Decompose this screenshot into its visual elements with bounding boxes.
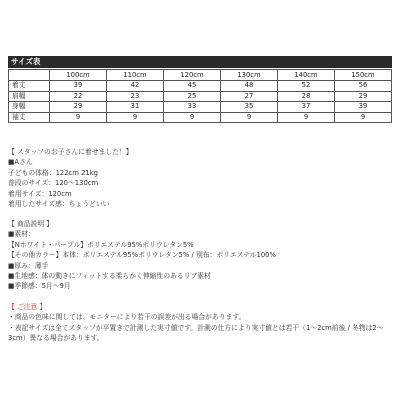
size-row-label: 肩幅 bbox=[9, 91, 50, 102]
size-cell: 9 bbox=[164, 112, 221, 123]
size-cell: 25 bbox=[164, 91, 221, 102]
staff-usual-size: 普段のサイズ：120〜130cm bbox=[8, 179, 99, 188]
notes-heading: 【 ご注意 】 bbox=[8, 303, 47, 311]
product-section bbox=[8, 219, 392, 292]
size-cell: 48 bbox=[221, 81, 278, 92]
size-table-corner-cell bbox=[9, 70, 50, 81]
size-column-header: 140cm bbox=[278, 70, 335, 81]
size-cell: 39 bbox=[335, 102, 392, 113]
size-cell: 9 bbox=[107, 112, 164, 123]
size-cell: 9 bbox=[221, 112, 278, 123]
product-fabric: ■生地感：体の動きにフィットする柔らかく伸縮性のあるリブ素材 bbox=[8, 272, 211, 281]
product-heading: 【 商品説明 】 bbox=[8, 220, 54, 228]
notes-line-2: ・表記サイズは全てスタッフが平置きで計測した実寸値です。計測の仕方により実寸値とは若干（1〜2cm前後 / 冬物は2〜3cm）異なる場合があります。 bbox=[8, 323, 384, 343]
size-column-header: 110cm bbox=[107, 70, 164, 81]
size-cell: 9 bbox=[50, 112, 107, 123]
size-cell: 29 bbox=[335, 91, 392, 102]
size-table-row bbox=[9, 81, 392, 92]
size-column-header: 100cm bbox=[50, 70, 107, 81]
product-material-1: 【Nホワイト・パープル】ポリエステル95%ポリウレタン5% bbox=[8, 240, 194, 249]
staff-heading: 【 スタッフのお子さんに着せました！】 bbox=[8, 148, 133, 156]
notes-line-1: ・商品の色味に関しては、モニターにより若干の誤差が出る場合があります。 bbox=[8, 313, 246, 322]
size-cell: 45 bbox=[164, 81, 221, 92]
size-cell: 52 bbox=[278, 81, 335, 92]
size-cell: 22 bbox=[50, 91, 107, 102]
size-table-row bbox=[9, 91, 392, 102]
size-cell: 33 bbox=[164, 102, 221, 113]
size-column-header: 130cm bbox=[221, 70, 278, 81]
size-row-label: 着丈 bbox=[9, 81, 50, 92]
size-cell: 56 bbox=[335, 81, 392, 92]
size-table-header-row bbox=[9, 70, 392, 81]
size-cell: 27 bbox=[221, 91, 278, 102]
size-table-title: サイズ表 bbox=[11, 57, 41, 66]
size-cell: 31 bbox=[107, 102, 164, 113]
size-table bbox=[8, 69, 392, 123]
product-season: ■季節感：5月〜9月 bbox=[8, 282, 71, 291]
size-cell: 9 bbox=[278, 112, 335, 123]
size-row-label: 身幅 bbox=[9, 102, 50, 113]
product-material-label: ■素材： bbox=[8, 230, 35, 239]
staff-body: 子どもの体格：122cm 21kg bbox=[8, 168, 98, 177]
size-table-row bbox=[9, 112, 392, 123]
size-cell: 23 bbox=[107, 91, 164, 102]
size-cell: 9 bbox=[335, 112, 392, 123]
product-thickness: ■厚み：薄手 bbox=[8, 261, 49, 270]
staff-worn-size: 着用サイズ：120cm bbox=[8, 189, 72, 198]
notes-section bbox=[8, 302, 392, 344]
staff-name: ■Aさん bbox=[8, 158, 33, 167]
size-column-header: 120cm bbox=[164, 70, 221, 81]
size-cell: 28 bbox=[278, 91, 335, 102]
size-table-row bbox=[9, 102, 392, 113]
size-column-header: 150cm bbox=[335, 70, 392, 81]
size-row-label: 袖丈 bbox=[9, 112, 50, 123]
product-material-2: 【その他カラー】本体：ポリエステル95%ポリウレタン5% / 別布：ポリエステル100% bbox=[8, 251, 276, 260]
staff-fit: 着用したサイズ感：ちょうどいい bbox=[8, 200, 110, 209]
staff-section bbox=[8, 147, 392, 209]
size-table-header-bar bbox=[8, 56, 392, 68]
size-cell: 29 bbox=[50, 102, 107, 113]
size-cell: 42 bbox=[107, 81, 164, 92]
size-cell: 39 bbox=[50, 81, 107, 92]
size-cell: 35 bbox=[221, 102, 278, 113]
size-cell: 37 bbox=[278, 102, 335, 113]
